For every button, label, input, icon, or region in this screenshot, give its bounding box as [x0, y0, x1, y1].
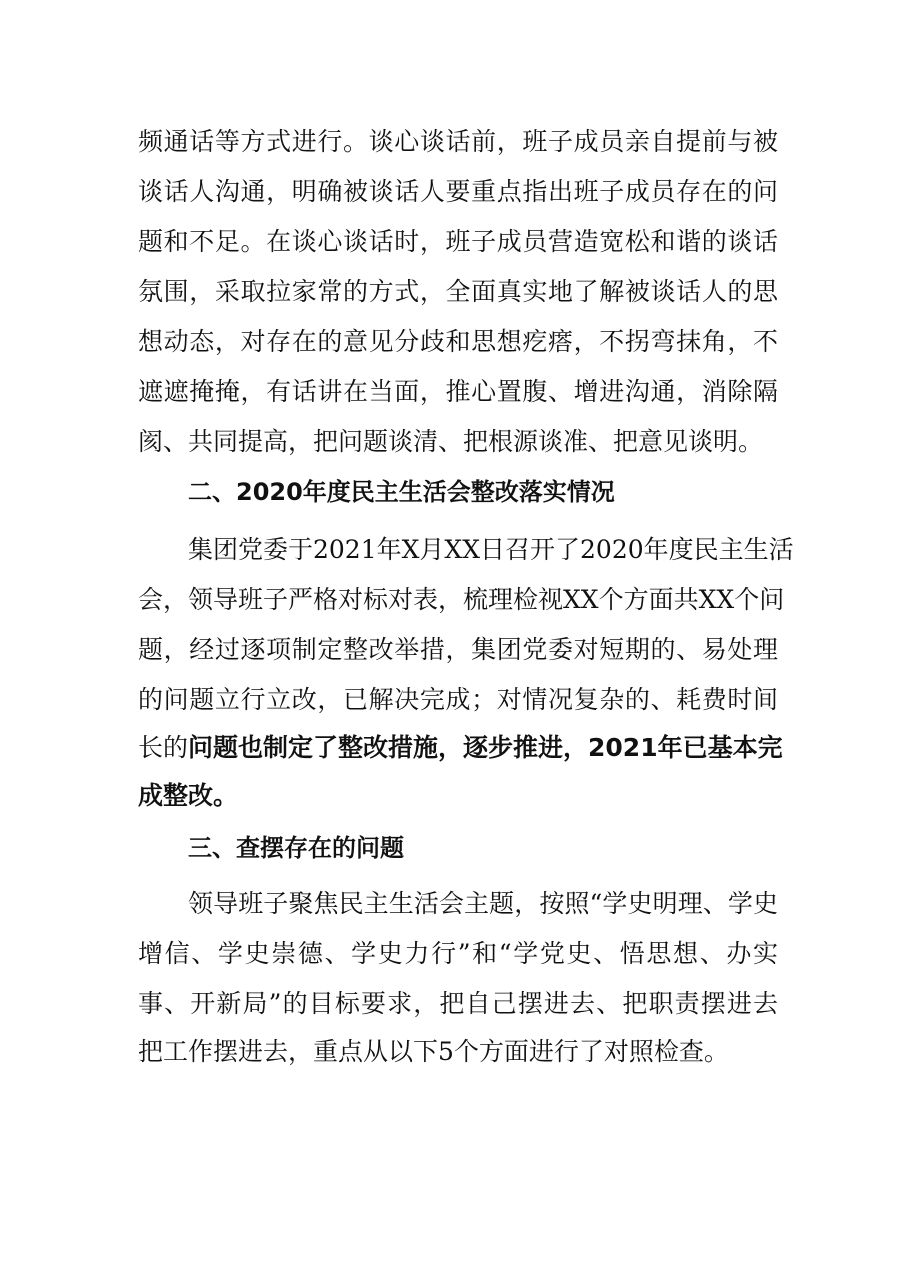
- paragraph-line: 领导班子聚焦民主生活会主题，按照“学史明理、学史: [188, 889, 778, 918]
- paragraph-line: 谈话人沟通，明确被谈话人要重点指出班子成员存在的问: [138, 177, 778, 206]
- section-heading: 二、2020年度民主生活会整改落实情况: [188, 478, 615, 506]
- paragraph-line: 集团党委于2021年X月XX日召开了2020年度民主生活: [188, 535, 794, 564]
- paragraph-line: 氛围，采取拉家常的方式，全面真实地了解被谈话人的思: [138, 277, 778, 306]
- paragraph-line: [138, 776, 778, 816]
- paragraph-line: 阂、共同提高，把问题谈清、把根源谈准、把意见谈明。: [138, 427, 764, 456]
- paragraph-line: 题和不足。在谈心谈话时，班子成员营造宽松和谐的谈话: [138, 227, 778, 256]
- section-heading: 三、查摆存在的问题: [188, 834, 404, 862]
- bold-text: 成整改。: [138, 781, 239, 810]
- paragraph-line: 遮遮掩掩，有话讲在当面，推心置腹、增进沟通，消除隔: [138, 377, 778, 406]
- paragraph-line: 的问题立行立改，已解决完成；对情况复杂的、耗费时间: [138, 685, 778, 714]
- paragraph-line-mixed: [138, 728, 783, 768]
- paragraph-line: 事、开新局”的目标要求，把自己摆进去、把职责摆进去: [138, 989, 778, 1018]
- paragraph-line: 频通话等方式进行。谈心谈话前，班子成员亲自提前与被: [138, 127, 778, 156]
- normal-text: 长的: [138, 733, 189, 762]
- paragraph-line: 题，经过逐项制定整改举措，集团党委对短期的、易处理: [138, 635, 778, 664]
- bold-text: 问题也制定了整改措施，逐步推进，2021年已基本完: [188, 733, 783, 762]
- paragraph-line: 想动态，对存在的意见分歧和思想疙瘩，不拐弯抹角，不: [138, 327, 778, 356]
- paragraph-line: 把工作摆进去，重点从以下5个方面进行了对照检查。: [138, 1037, 729, 1066]
- paragraph-line: 增信、学史崇德、学史力行”和“学党史、悟思想、办实: [138, 939, 778, 968]
- paragraph-line: 会，领导班子严格对标对表，梳理检视XX个方面共XX个问: [138, 585, 785, 614]
